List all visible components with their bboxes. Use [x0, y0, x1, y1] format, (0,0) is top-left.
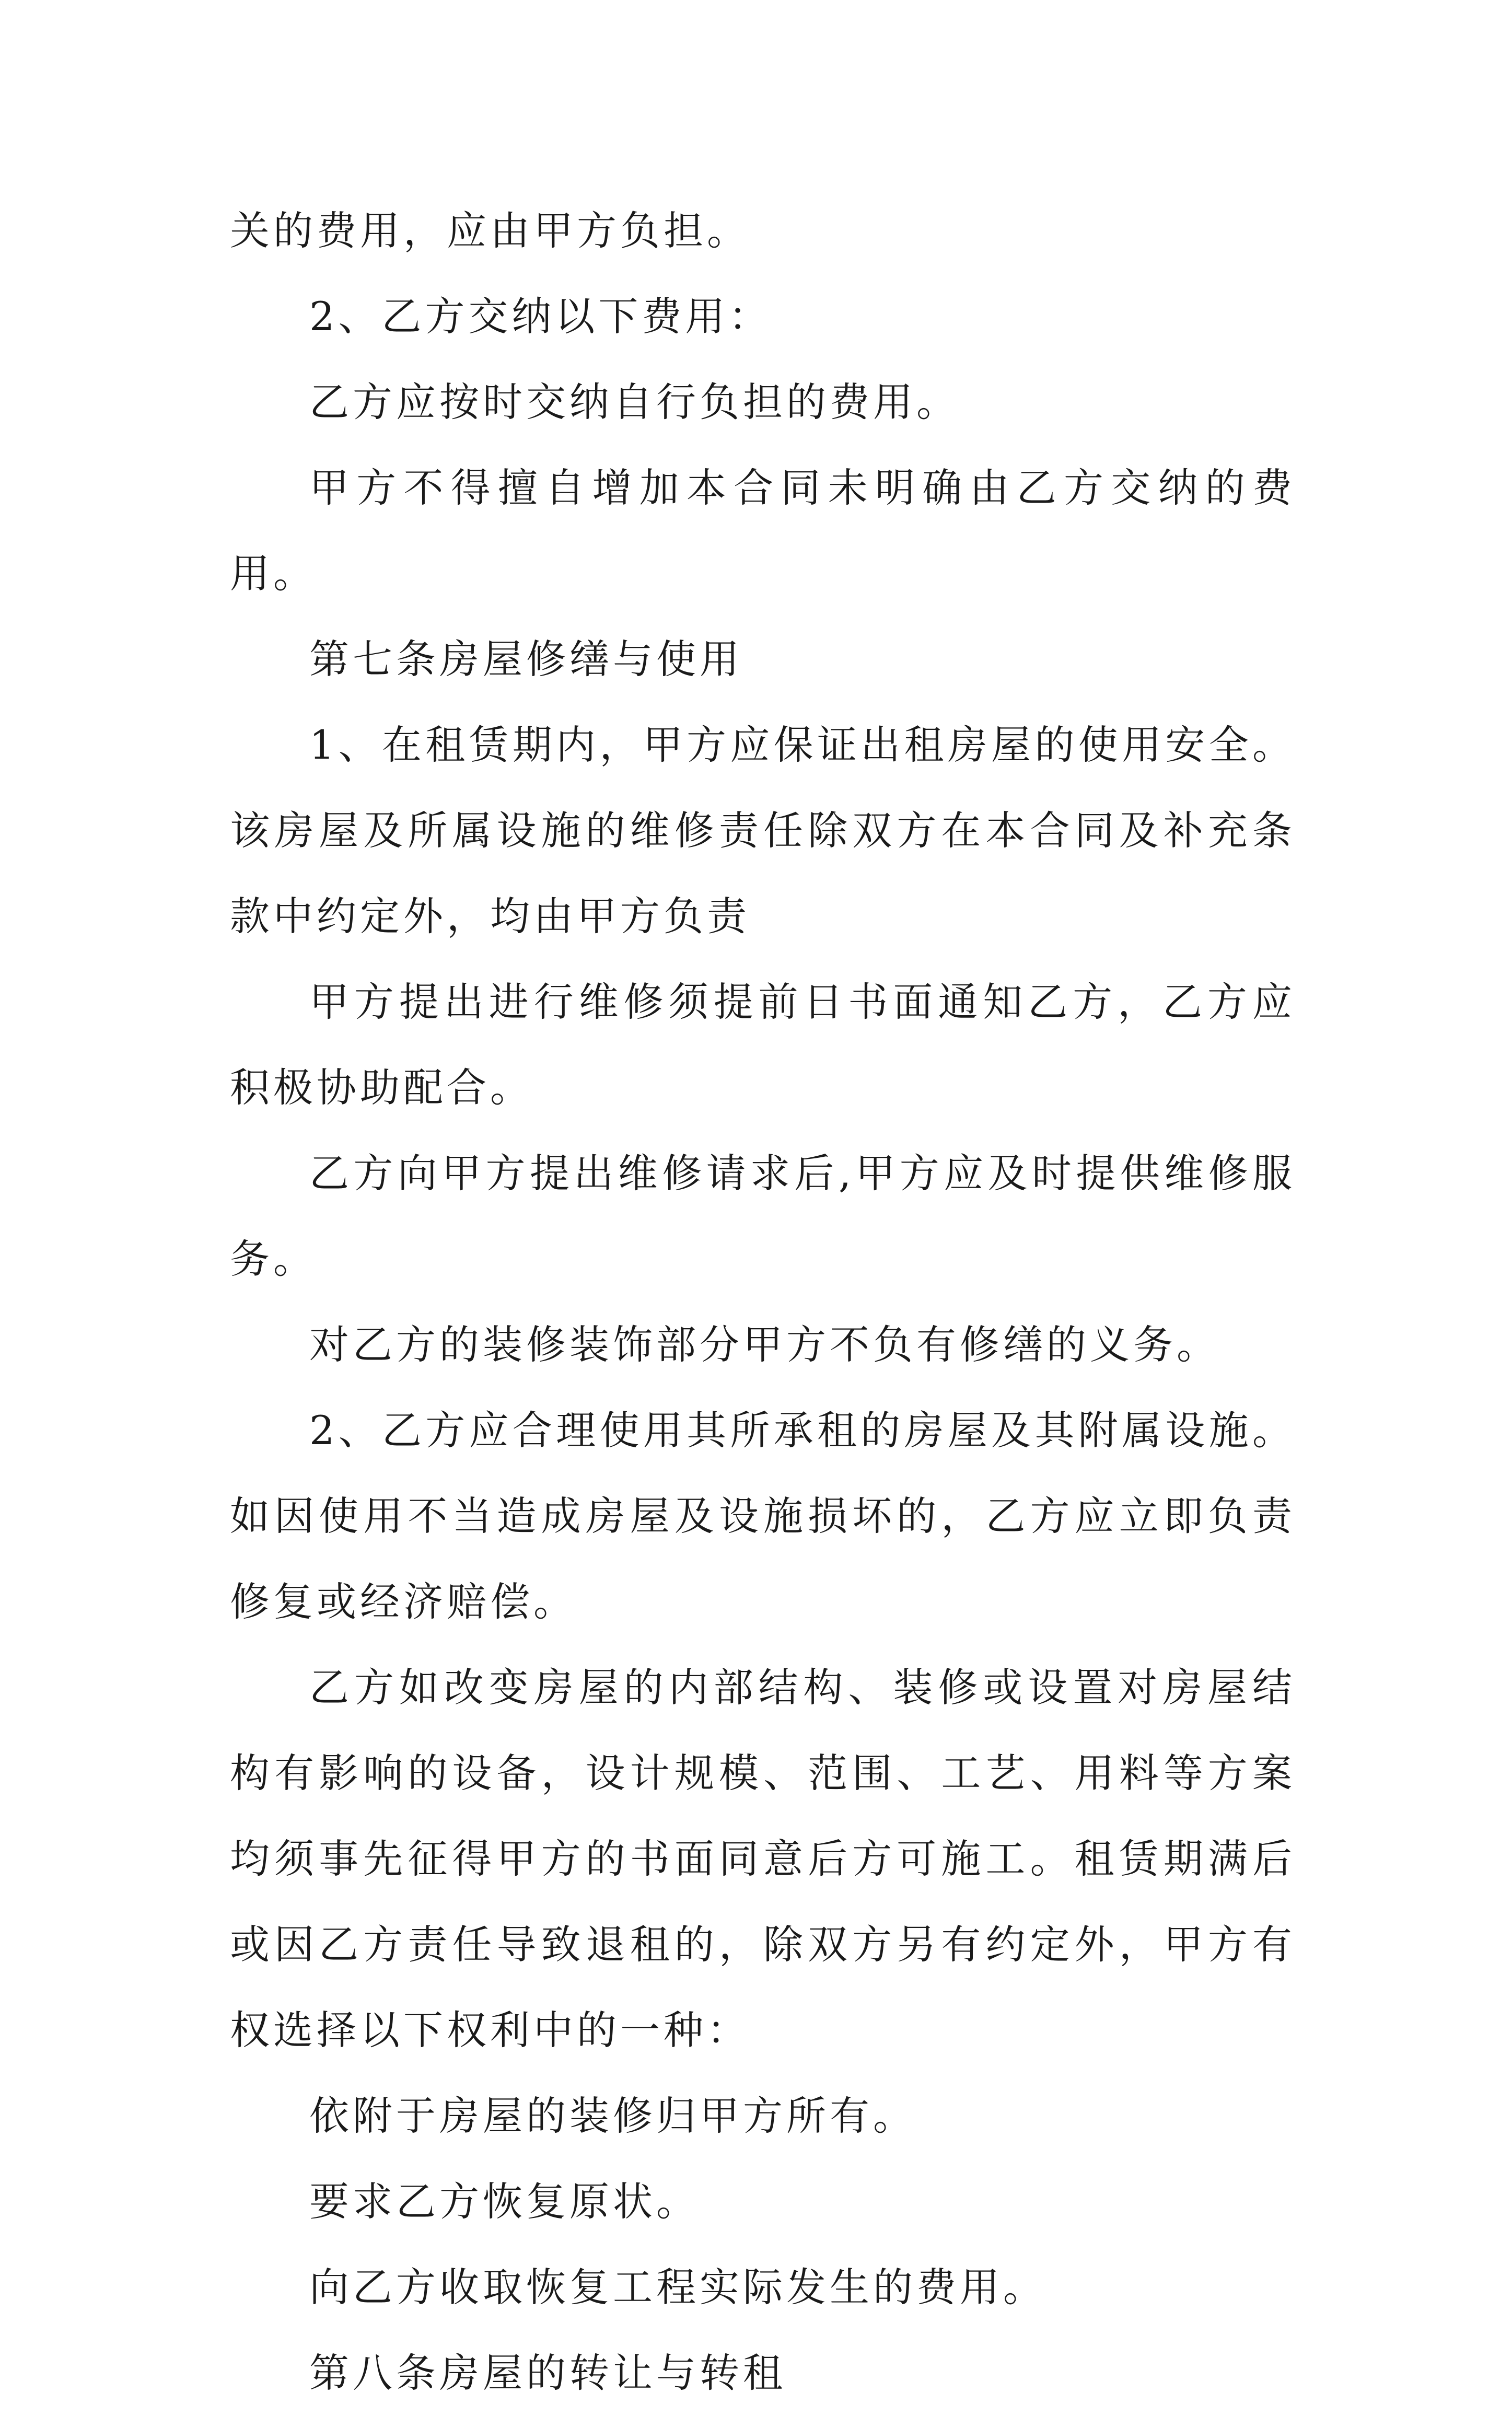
paragraph: 要求乙方恢复原状。	[309, 2178, 700, 2225]
paragraph: 向乙方收取恢复工程实际发生的费用。	[309, 2264, 1046, 2310]
paragraph-continuation: 关的费用，应由甲方负担。	[230, 207, 750, 254]
paragraph: 乙方向甲方提出维修请求后,甲方应及时提供维修服务。	[230, 1150, 1296, 1282]
paragraph: 依附于房屋的装修归甲方所有。	[309, 2093, 916, 2139]
paragraph: 甲方不得擅自增加本合同未明确由乙方交纳的费用。	[230, 464, 1296, 597]
paragraph-clause-1-repair: 1、在租赁期内，甲方应保证出租房屋的使用安全。该房屋及所属设施的维修责任除双方在本合同及补充条款中约定外，均由甲方负责	[230, 722, 1296, 939]
paragraph: 甲方提出进行维修须提前日书面通知乙方，乙方应积极协助配合。	[230, 979, 1296, 1111]
article-heading-8: 第八条房屋的转让与转租	[309, 2350, 786, 2396]
paragraph-clause-2-usage: 2、乙方应合理使用其所承租的房屋及其附属设施。如因使用不当造成房屋及设施损坏的，乙方应立即负责修复或经济赔偿。	[230, 1407, 1296, 1625]
paragraph: 对乙方的装修装饰部分甲方不负有修缮的义务。	[309, 1321, 1220, 1368]
paragraph-clause-2-fees: 2、乙方交纳以下费用：	[309, 293, 772, 340]
article-heading-7: 第七条房屋修缮与使用	[309, 636, 743, 682]
paragraph: 乙方应按时交纳自行负担的费用。	[309, 379, 960, 425]
paragraph: 乙方如改变房屋的内部结构、装修或设置对房屋结构有影响的设备，设计规模、范围、工艺、用料等方案均须事先征得甲方的书面同意后方可施工。租赁期满后或因乙方责任导致退租的，除双方另有约定外，甲方有权选择以下权利中的一种：	[230, 1664, 1296, 2053]
document-body	[230, 188, 1296, 2416]
